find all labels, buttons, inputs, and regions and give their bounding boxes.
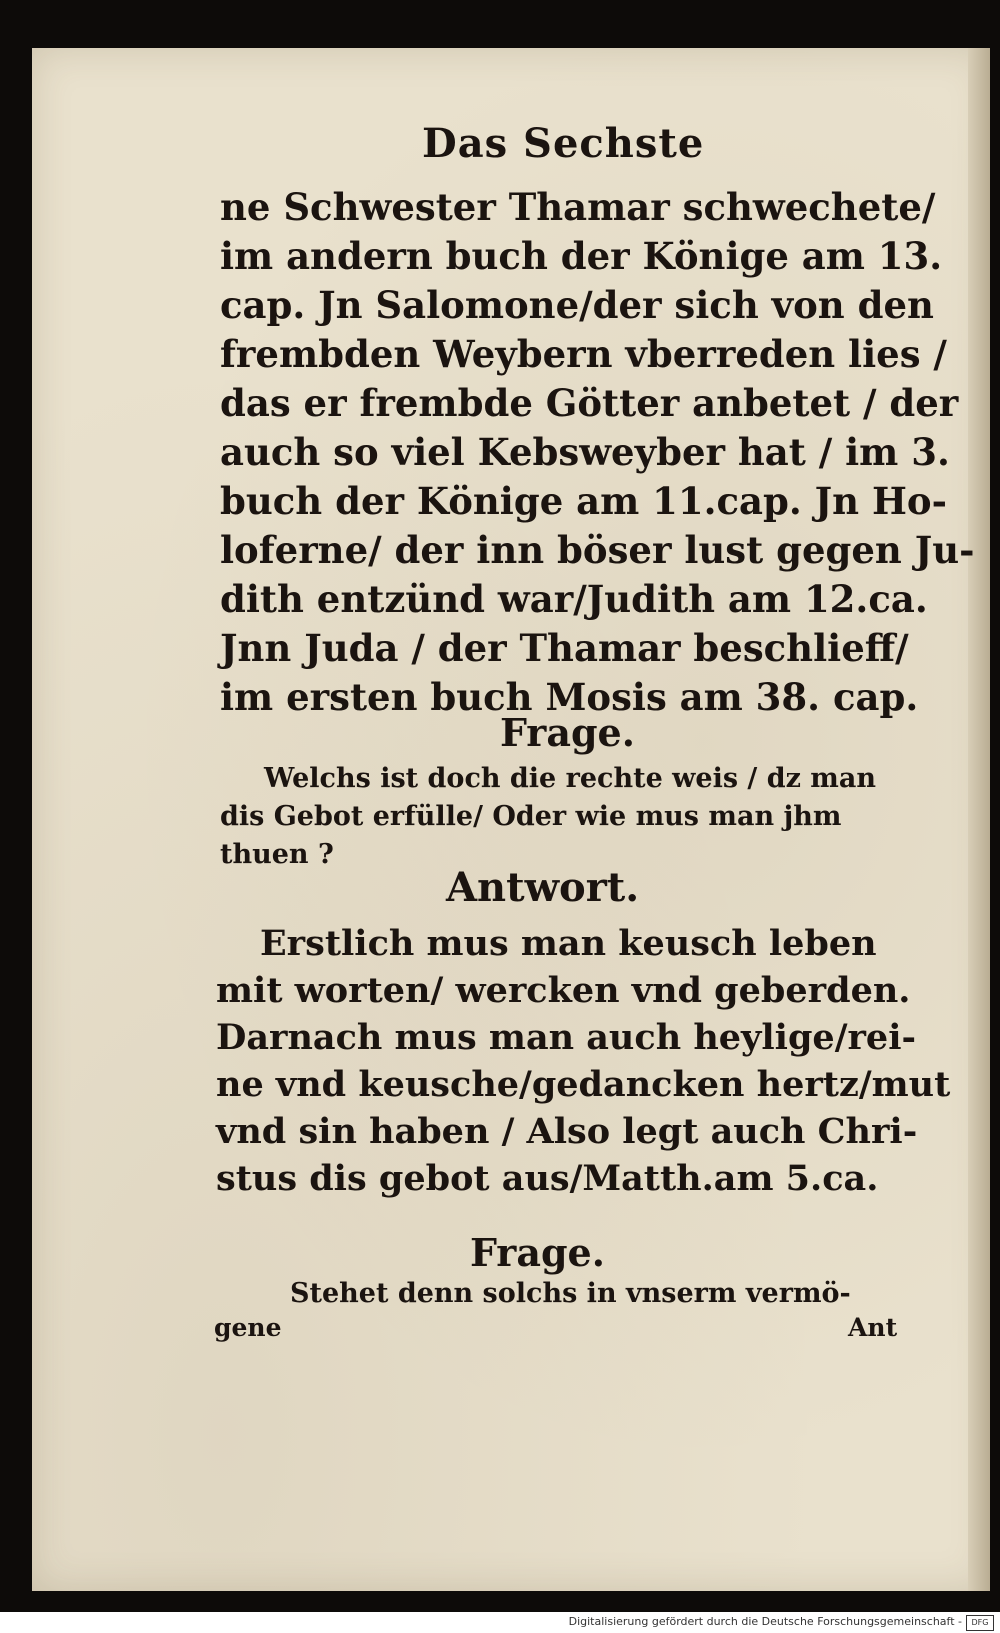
dfg-logo: DFG (966, 1615, 994, 1631)
running-head: Das Sechste (422, 120, 705, 167)
text-line: vnd sin haben / Also legt auch Chri- (216, 1111, 918, 1152)
text-line: im ersten buch Mosis am 38. cap. (220, 675, 919, 719)
question-1-text (220, 760, 876, 874)
text-line: Erstlich mus man keusch leben (260, 923, 877, 964)
text-line: frembden Weybern vberreden lies / (220, 332, 947, 376)
text-line: dis Gebot erfülle/ Oder wie mus man jhm (220, 801, 842, 832)
text-line: auch so viel Kebsweyber hat / im 3. (220, 430, 950, 474)
text-line: mit worten/ wercken vnd geberden. (216, 970, 911, 1011)
catchword-right: Ant (848, 1313, 898, 1342)
footer-credit: Digitalisierung gefördert durch die Deutsche Forschungsgemeinschaft - (568, 1615, 962, 1628)
question-1-heading: Frage. (500, 710, 635, 755)
question-2-text: Stehet denn solchs in vnserm vermö- (290, 1278, 851, 1309)
text-line: stus dis gebot aus/Matth.am 5.ca. (216, 1158, 879, 1199)
text-line: Darnach mus man auch heylige/rei- (216, 1017, 917, 1058)
text-line: ne Schwester Thamar schwechete/ (220, 185, 936, 229)
text-line: buch der Könige am 11.cap. Jn Ho- (220, 479, 947, 523)
text-line: dith entzünd war/Judith am 12.ca. (220, 577, 928, 621)
text-line: thuen ? (220, 839, 334, 870)
text-line: loferne/ der inn böser lust gegen Ju- (220, 528, 975, 572)
paragraph-1 (220, 183, 974, 722)
catchword-left: gene (214, 1313, 282, 1342)
text-line: ne vnd keusche/gedancken hertz/mut (216, 1064, 951, 1105)
answer-1-text (216, 920, 950, 1202)
answer-1-heading: Antwort. (446, 864, 640, 911)
text-line: cap. Jn Salomone/der sich von den (220, 283, 934, 327)
text-line: Jnn Juda / der Thamar beschlieff/ (220, 626, 909, 670)
question-2-heading: Frage. (470, 1230, 605, 1275)
text-line: Welchs ist doch die rechte weis / dz man (264, 763, 876, 794)
text-line: im andern buch der Könige am 13. (220, 234, 943, 278)
text-line: das er frembde Götter anbetet / der (220, 381, 959, 425)
